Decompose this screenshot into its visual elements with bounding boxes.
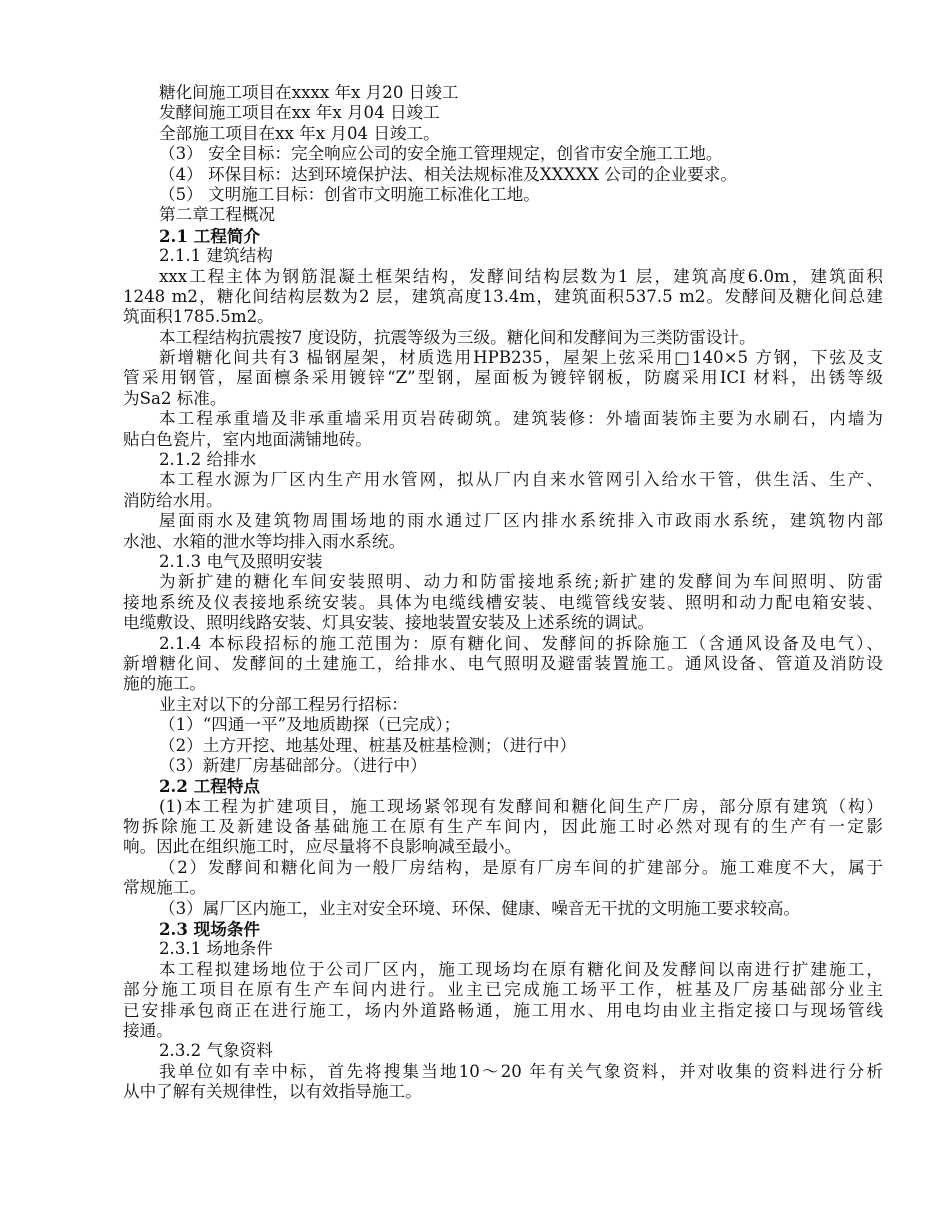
section-heading: 2.1 工程简介 <box>159 225 261 246</box>
text-line: 接地系统及仪表接地系统安装。具体为电缆线槽安装、电缆管线安装、照明和动力配电箱安装、 <box>123 592 883 612</box>
section-heading: 2.3 现场条件 <box>159 919 261 940</box>
text-line: 本工程拟建场地位于公司厂区内，施工现场均在原有糖化间及发酵间以南进行扩建施工， <box>159 959 883 979</box>
text-line: 我单位如有幸中标，首先将搜集当地10～20 年有关气象资料，并对收集的资料进行分析 <box>159 1061 883 1081</box>
text-line: 筑面积1785.5m2。 <box>123 307 274 327</box>
text-line: 新增糖化间、发酵间的土建施工，给排水、电气照明及避雷装置施工。通风设备、管道及消防设 <box>123 653 883 673</box>
section-heading: 2.2 工程特点 <box>159 776 261 797</box>
text-line: xxx工程主体为钢筋混凝土框架结构，发酵间结构层数为1 层，建筑高度6.0m，建筑面积 <box>159 266 883 286</box>
text-line: 接通。 <box>123 1020 173 1040</box>
text-line: (1)本工程为扩建项目，施工现场紧邻现有发酵间和糖化间生产厂房，部分原有建筑（构） <box>159 796 883 816</box>
text-line: 业主对以下的分部工程另行招标： <box>159 694 408 714</box>
text-line: 为Sa2 标准。 <box>123 388 227 408</box>
text-line: 从中了解有关规律性，以有效指导施工。 <box>123 1082 422 1102</box>
text-line: 1248 m2，糖化间结构层数为2 层，建筑高度13.4m，建筑面积537.5 m2。发酵间及糖化间总建 <box>123 286 883 306</box>
text-line: 电缆敷设、照明线路安装、灯具安装、接地装置安装及上述系统的调试。 <box>123 613 654 633</box>
text-line: （5） 文明施工目标：创省市文明施工标准化工地。 <box>159 184 540 204</box>
text-line: 屋面雨水及建筑物周围场地的雨水通过厂区内排水系统排入市政雨水系统，建筑物内部 <box>159 511 883 531</box>
text-line: 为新扩建的糖化车间安装照明、动力和防雷接地系统;新扩建的发酵间为车间照明、防雷 <box>159 572 883 592</box>
text-line: 水池、水箱的泄水等均排入雨水系统。 <box>123 531 406 551</box>
text-line: 消防给水用。 <box>123 490 223 510</box>
document-body <box>123 83 883 1103</box>
text-line: （4） 环保目标：达到环境保护法、相关法规标准及XXXXX 公司的企业要求。 <box>159 164 737 184</box>
text-line: 本工程结构抗震按7 度设防，抗震等级为三级。糖化间和发酵间为三类防雷设计。 <box>159 327 756 347</box>
text-line: 全部施工项目在xx 年x 月04 日竣工。 <box>159 123 440 143</box>
chapter-heading: 第二章工程概况 <box>159 205 276 225</box>
subsection-heading: 2.1.3 电气及照明安装 <box>159 551 323 571</box>
list-item: （2）土方开挖、地基处理、桩基及桩基检测；（进行中） <box>159 735 577 755</box>
text-line: 贴白色瓷片，室内地面满铺地砖。 <box>123 429 372 449</box>
text-line: （3） 安全目标：完全响应公司的安全施工管理规定，创省市安全施工工地。 <box>159 144 723 164</box>
subsection-heading: 2.3.1 场地条件 <box>159 939 273 959</box>
text-line: 糖化间施工项目在xxxx 年x 月20 日竣工 <box>159 83 459 102</box>
text-line: 响。因此在组织施工时，应尽量将不良影响减至最小。 <box>123 837 522 857</box>
text-line: 常规施工。 <box>123 878 206 898</box>
text-line: （2）发酵间和糖化间为一般厂房结构，是原有厂房车间的扩建部分。施工难度不大，属于 <box>159 857 883 877</box>
text-line: （3）属厂区内施工，业主对安全环境、环保、健康、噪音无干扰的文明施工要求较高。 <box>159 898 801 918</box>
subsection-heading: 2.3.2 气象资料 <box>159 1041 273 1061</box>
text-line: 发酵间施工项目在xx 年x 月04 日竣工 <box>159 103 440 123</box>
list-item: （1）“四通一平”及地质勘探（已完成）； <box>159 715 461 735</box>
text-line: 2.1.4 本标段招标的施工范围为：原有糖化间、发酵间的拆除施工（含通风设备及电气）、 <box>159 633 883 653</box>
subsection-heading: 2.1.1 建筑结构 <box>159 246 273 266</box>
text-line: 部分施工项目在原有生产车间内进行。业主已完成施工场平工作，桩基及厂房基础部分业主 <box>123 980 883 1000</box>
text-line: 物拆除施工及新建设备基础施工在原有生产车间内，因此施工时必然对现有的生产有一定影 <box>123 817 883 837</box>
text-line: 新增糖化间共有3 榀钢屋架，材质选用HPB235，屋架上弦采用□140×5 方钢，下弦及支 <box>159 348 883 368</box>
text-line: 本工程承重墙及非承重墙采用页岩砖砌筑。建筑装修：外墙面装饰主要为水刷石，内墙为 <box>159 409 883 429</box>
subsection-heading: 2.1.2 给排水 <box>159 450 257 470</box>
list-item: （3）新建厂房基础部分。（进行中） <box>159 755 427 775</box>
text-line: 管采用钢管，屋面檩条采用镀锌“Z”型钢，屋面板为镀锌钢板，防腐采用ICI 材料，出锈等级 <box>123 368 883 388</box>
text-line: 本工程水源为厂区内生产用水管网，拟从厂内自来水管网引入给水干管，供生活、生产、 <box>159 470 883 490</box>
text-line: 施的施工。 <box>123 674 206 694</box>
text-line: 已安排承包商正在进行施工，场内外道路畅通，施工用水、用电均由业主指定接口与现场管线 <box>123 1000 883 1020</box>
